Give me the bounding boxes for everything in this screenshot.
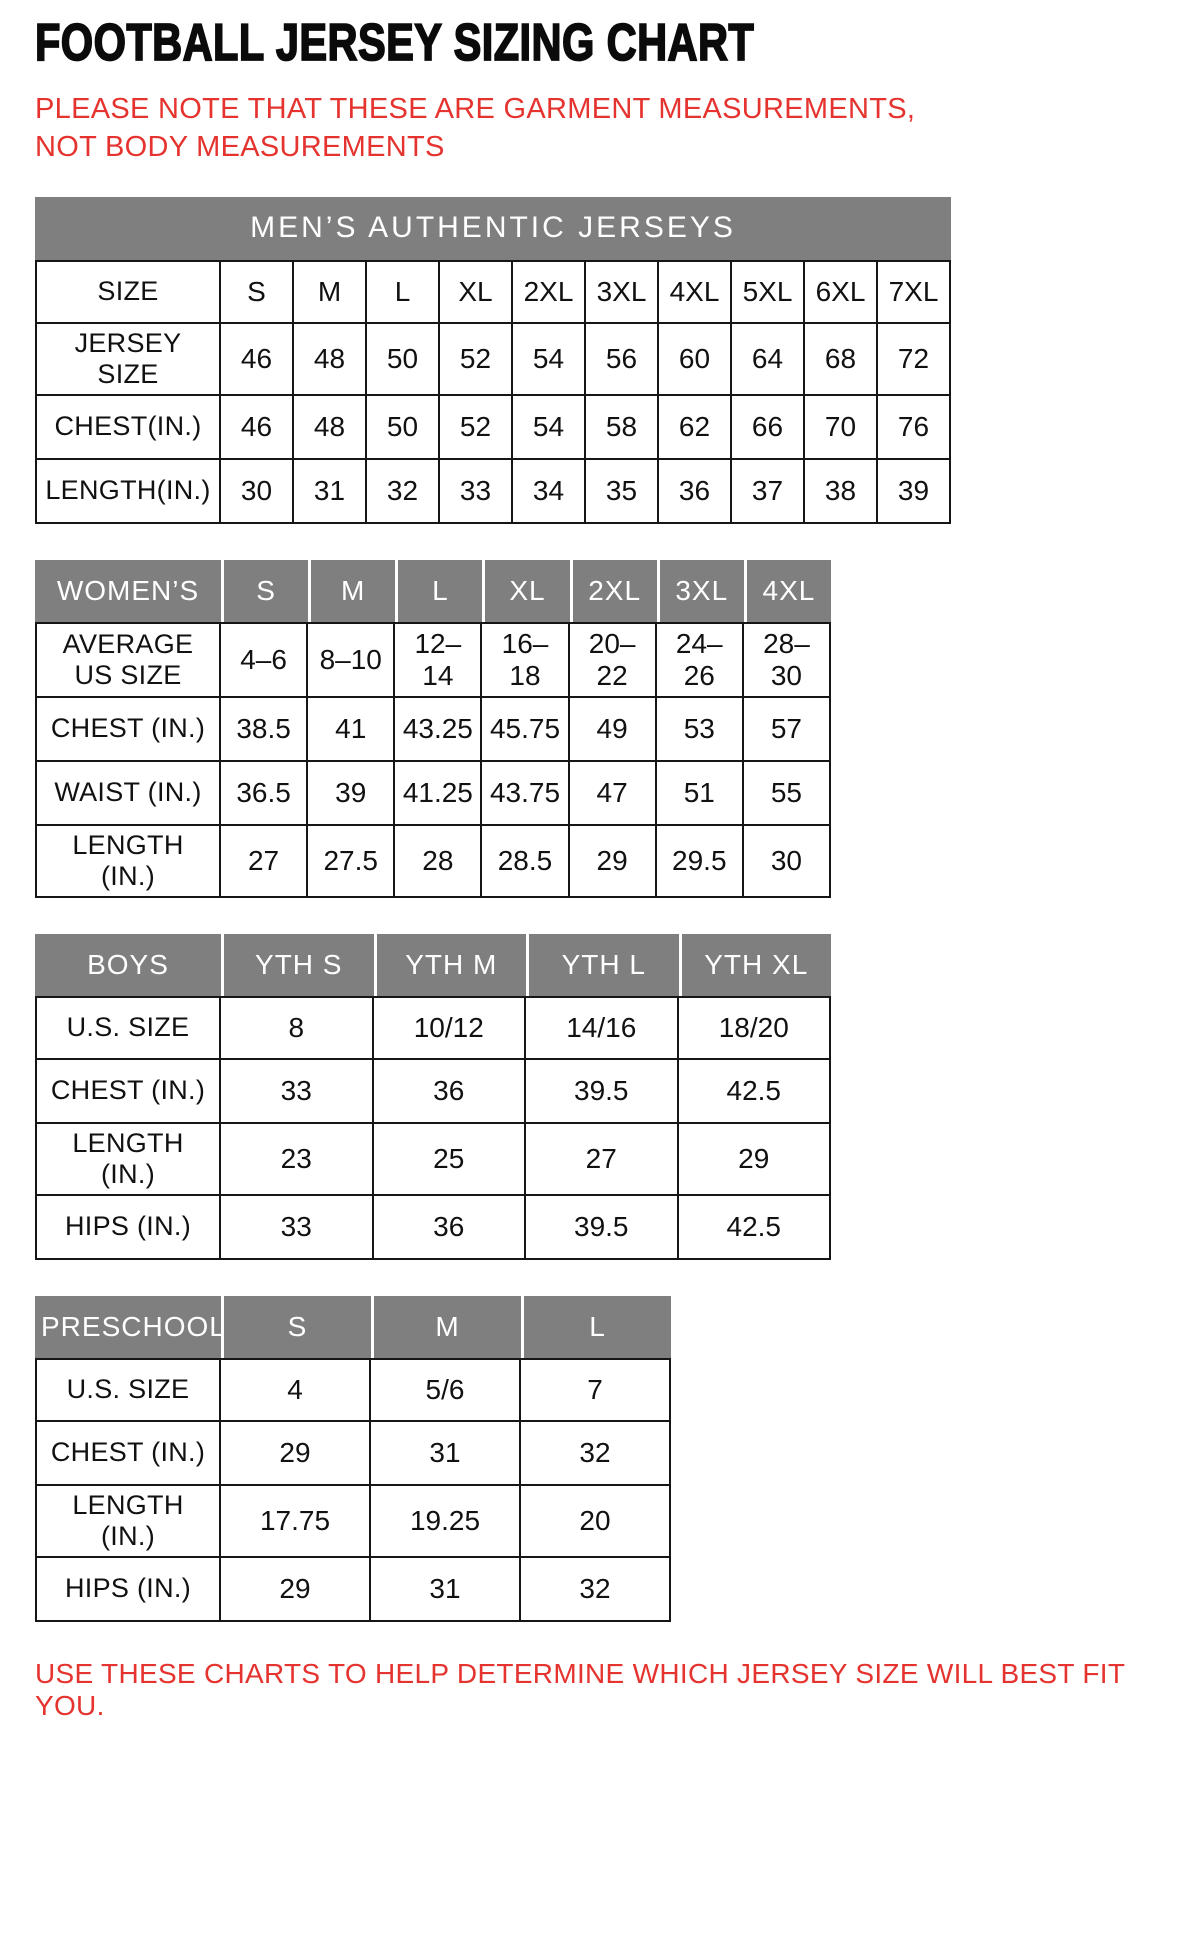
column-header: YTH M xyxy=(374,934,527,996)
row-label: LENGTH (IN.) xyxy=(35,826,221,898)
row-label: LENGTH(IN.) xyxy=(35,460,221,524)
cell-value: L xyxy=(367,260,440,324)
column-header: 2XL xyxy=(570,560,657,622)
boys-sizing-table-section xyxy=(35,934,1165,1260)
cell-value: 28 xyxy=(395,826,482,898)
row-label: U.S. SIZE xyxy=(35,996,221,1060)
cell-value: 52 xyxy=(440,324,513,396)
cell-value: 41.25 xyxy=(395,762,482,826)
cell-value: 7 xyxy=(521,1358,671,1422)
table-row xyxy=(35,260,951,324)
cell-value: 28–30 xyxy=(744,622,831,698)
table-row xyxy=(35,762,831,826)
table-row xyxy=(35,396,951,460)
table-row xyxy=(35,1558,671,1622)
column-header: 4XL xyxy=(744,560,831,622)
cell-value: 34 xyxy=(513,460,586,524)
cell-value: 38 xyxy=(805,460,878,524)
cell-value: 38.5 xyxy=(221,698,308,762)
header-row xyxy=(35,934,831,996)
preschool-sizing-table-section xyxy=(35,1296,1165,1622)
cell-value: 35 xyxy=(586,460,659,524)
cell-value: 12–14 xyxy=(395,622,482,698)
cell-value: 36 xyxy=(659,460,732,524)
header-row xyxy=(35,1296,671,1358)
cell-value: 39.5 xyxy=(526,1060,679,1124)
cell-value: 27.5 xyxy=(308,826,395,898)
cell-value: 41 xyxy=(308,698,395,762)
cell-value: 43.75 xyxy=(482,762,569,826)
cell-value: 29 xyxy=(221,1422,371,1486)
cell-value: 55 xyxy=(744,762,831,826)
cell-value: 19.25 xyxy=(371,1486,521,1558)
table-row xyxy=(35,1486,671,1558)
cell-value: 30 xyxy=(221,460,294,524)
cell-value: 39 xyxy=(308,762,395,826)
cell-value: 14/16 xyxy=(526,996,679,1060)
cell-value: 50 xyxy=(367,396,440,460)
row-label: LENGTH (IN.) xyxy=(35,1124,221,1196)
cell-value: 17.75 xyxy=(221,1486,371,1558)
row-label: SIZE xyxy=(35,260,221,324)
column-header: 3XL xyxy=(657,560,744,622)
cell-value: 46 xyxy=(221,396,294,460)
table-row xyxy=(35,1060,831,1124)
column-header: XL xyxy=(482,560,569,622)
garment-measurements-note: PLEASE NOTE THAT THESE ARE GARMENT MEASUREMENTS, NOT BODY MEASUREMENTS xyxy=(35,93,916,164)
cell-value: 53 xyxy=(657,698,744,762)
boys-size-table xyxy=(35,934,831,1260)
cell-value: 33 xyxy=(221,1196,374,1260)
row-label: LENGTH (IN.) xyxy=(35,1486,221,1558)
table-row xyxy=(35,1358,671,1422)
cell-value: 24–26 xyxy=(657,622,744,698)
page-title xyxy=(35,16,1165,74)
row-label: CHEST (IN.) xyxy=(35,1060,221,1124)
table-row xyxy=(35,1196,831,1260)
cell-value: 8 xyxy=(221,996,374,1060)
cell-value: 33 xyxy=(221,1060,374,1124)
cell-value: 3XL xyxy=(586,260,659,324)
mens-authentic-size-table xyxy=(35,197,951,524)
row-label: HIPS (IN.) xyxy=(35,1558,221,1622)
cell-value: 57 xyxy=(744,698,831,762)
cell-value: 32 xyxy=(521,1558,671,1622)
cell-value: 39.5 xyxy=(526,1196,679,1260)
womens-header-label: WOMEN’S xyxy=(35,560,221,622)
table-row xyxy=(35,1124,831,1196)
row-label: AVERAGE US SIZE xyxy=(35,622,221,698)
column-header: YTH S xyxy=(221,934,374,996)
cell-value: 43.25 xyxy=(395,698,482,762)
cell-value: 60 xyxy=(659,324,732,396)
cell-value: 70 xyxy=(805,396,878,460)
cell-value: 29 xyxy=(570,826,657,898)
cell-value: 29 xyxy=(679,1124,832,1196)
page-title-text: FOOTBALL JERSEY SIZING CHART xyxy=(35,14,755,72)
mens-authentic-jerseys-table-section xyxy=(35,197,1165,524)
cell-value: XL xyxy=(440,260,513,324)
cell-value: 37 xyxy=(732,460,805,524)
cell-value: 4XL xyxy=(659,260,732,324)
cell-value: 48 xyxy=(294,324,367,396)
cell-value: M xyxy=(294,260,367,324)
cell-value: 56 xyxy=(586,324,659,396)
cell-value: 62 xyxy=(659,396,732,460)
table-row xyxy=(35,1422,671,1486)
column-header: M xyxy=(371,1296,521,1358)
column-header: YTH XL xyxy=(679,934,832,996)
cell-value: 45.75 xyxy=(482,698,569,762)
cell-value: 30 xyxy=(744,826,831,898)
row-label: WAIST (IN.) xyxy=(35,762,221,826)
banner-row xyxy=(35,197,951,260)
cell-value: 31 xyxy=(371,1422,521,1486)
cell-value: 4 xyxy=(221,1358,371,1422)
cell-value: 31 xyxy=(371,1558,521,1622)
cell-value: 20–22 xyxy=(570,622,657,698)
cell-value: S xyxy=(221,260,294,324)
cell-value: 42.5 xyxy=(679,1060,832,1124)
cell-value: 4–6 xyxy=(221,622,308,698)
womens-size-table xyxy=(35,560,831,898)
cell-value: 16–18 xyxy=(482,622,569,698)
boys-header-label: BOYS xyxy=(35,934,221,996)
cell-value: 42.5 xyxy=(679,1196,832,1260)
column-header: YTH L xyxy=(526,934,679,996)
column-header: S xyxy=(221,1296,371,1358)
column-header: L xyxy=(521,1296,671,1358)
cell-value: 72 xyxy=(878,324,951,396)
cell-value: 27 xyxy=(221,826,308,898)
cell-value: 6XL xyxy=(805,260,878,324)
column-header: S xyxy=(221,560,308,622)
column-header: M xyxy=(308,560,395,622)
cell-value: 54 xyxy=(513,396,586,460)
cell-value: 10/12 xyxy=(374,996,527,1060)
cell-value: 64 xyxy=(732,324,805,396)
cell-value: 33 xyxy=(440,460,513,524)
cell-value: 36.5 xyxy=(221,762,308,826)
cell-value: 49 xyxy=(570,698,657,762)
cell-value: 51 xyxy=(657,762,744,826)
row-label: HIPS (IN.) xyxy=(35,1196,221,1260)
womens-sizing-table-section xyxy=(35,560,1165,898)
preschool-size-table xyxy=(35,1296,671,1622)
cell-value: 68 xyxy=(805,324,878,396)
cell-value: 8–10 xyxy=(308,622,395,698)
column-header: L xyxy=(395,560,482,622)
row-label: CHEST (IN.) xyxy=(35,698,221,762)
table-row xyxy=(35,324,951,396)
mens-authentic-banner: MEN’S AUTHENTIC JERSEYS xyxy=(35,197,951,260)
table-row xyxy=(35,460,951,524)
table-row xyxy=(35,698,831,762)
cell-value: 76 xyxy=(878,396,951,460)
footer-note: USE THESE CHARTS TO HELP DETERMINE WHICH JERSEY SIZE WILL BEST FIT YOU. xyxy=(35,1657,1125,1721)
cell-value: 31 xyxy=(294,460,367,524)
preschool-header-label: PRESCHOOL xyxy=(35,1296,221,1358)
cell-value: 50 xyxy=(367,324,440,396)
cell-value: 20 xyxy=(521,1486,671,1558)
row-label: CHEST(IN.) xyxy=(35,396,221,460)
cell-value: 58 xyxy=(586,396,659,460)
cell-value: 28.5 xyxy=(482,826,569,898)
cell-value: 7XL xyxy=(878,260,951,324)
row-label: CHEST (IN.) xyxy=(35,1422,221,1486)
table-row xyxy=(35,622,831,698)
cell-value: 2XL xyxy=(513,260,586,324)
cell-value: 46 xyxy=(221,324,294,396)
cell-value: 5/6 xyxy=(371,1358,521,1422)
table-row xyxy=(35,996,831,1060)
cell-value: 18/20 xyxy=(679,996,832,1060)
table-row xyxy=(35,826,831,898)
cell-value: 29.5 xyxy=(657,826,744,898)
cell-value: 29 xyxy=(221,1558,371,1622)
header-row xyxy=(35,560,831,622)
cell-value: 25 xyxy=(374,1124,527,1196)
cell-value: 5XL xyxy=(732,260,805,324)
row-label: JERSEY SIZE xyxy=(35,324,221,396)
cell-value: 32 xyxy=(367,460,440,524)
cell-value: 27 xyxy=(526,1124,679,1196)
cell-value: 48 xyxy=(294,396,367,460)
cell-value: 52 xyxy=(440,396,513,460)
cell-value: 23 xyxy=(221,1124,374,1196)
row-label: U.S. SIZE xyxy=(35,1358,221,1422)
cell-value: 47 xyxy=(570,762,657,826)
cell-value: 54 xyxy=(513,324,586,396)
cell-value: 36 xyxy=(374,1196,527,1260)
cell-value: 66 xyxy=(732,396,805,460)
cell-value: 36 xyxy=(374,1060,527,1124)
cell-value: 39 xyxy=(878,460,951,524)
cell-value: 32 xyxy=(521,1422,671,1486)
